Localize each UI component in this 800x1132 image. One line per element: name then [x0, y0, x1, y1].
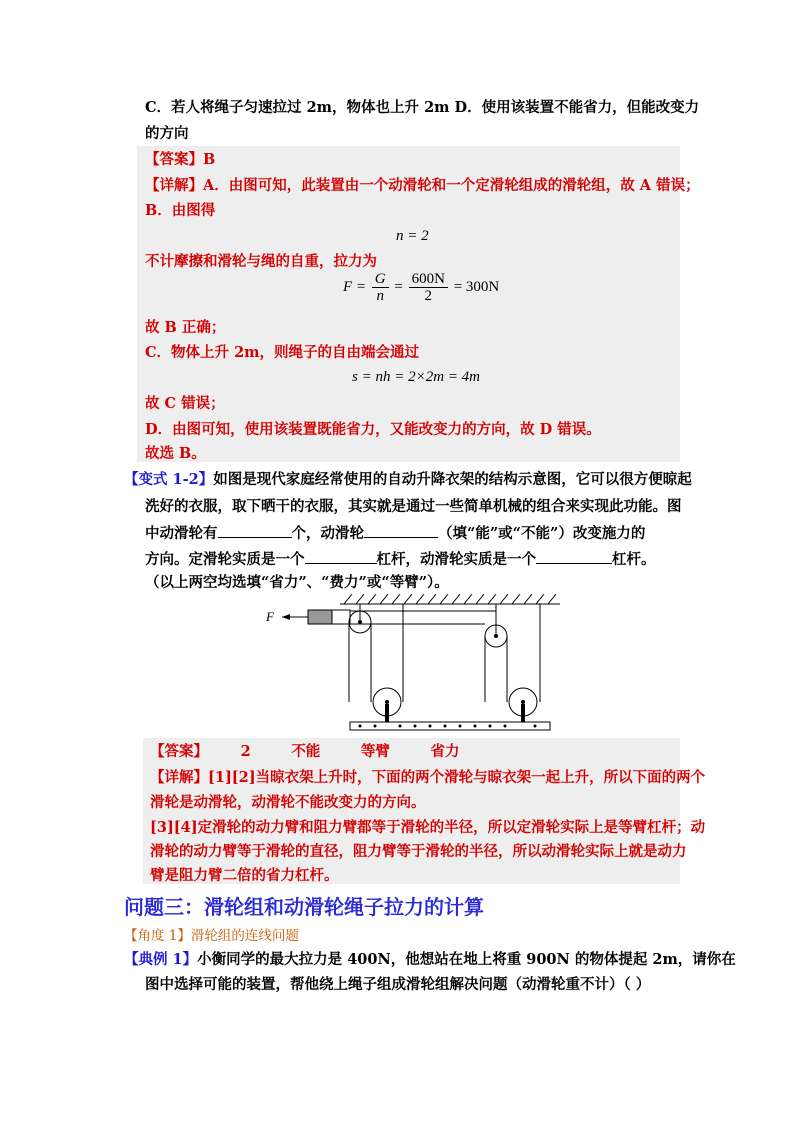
- answer-line: 【答案】B: [145, 151, 216, 168]
- detail-final: 故选 B。: [145, 445, 206, 462]
- detail-b-correct: 故 B 正确；: [145, 319, 226, 336]
- angle-line: 【角度 1】滑轮组的连线问题: [124, 928, 299, 944]
- equation-force: F = $\frac{G}{n}$ = $\frac{600N}{2}$ = 300N: [343, 271, 500, 304]
- force-label: F: [266, 609, 274, 624]
- variant-line-3: 中动滑轮有 个，动滑轮 （填“能”或“不能”）改变施力的: [145, 525, 646, 542]
- detail-2-line-1: 【详解】[1][2]当晾衣架上升时，下面的两个滑轮与晾衣架一起上升，所以下面的两个: [150, 769, 706, 786]
- detail-force-line: 不计摩擦和滑轮与绳的自重，拉力为: [145, 253, 377, 270]
- drying-rack: [350, 722, 550, 730]
- option-cd-cont: 的方向: [145, 125, 189, 142]
- blank-2: [364, 523, 438, 538]
- section-title: 问题三：滑轮组和动滑轮绳子拉力的计算: [124, 895, 484, 919]
- detail-2-line-2: 滑轮是动滑轮，动滑轮不能改变力的方向。: [150, 794, 426, 811]
- handle-block: [308, 610, 332, 624]
- ceiling-hatch: [340, 594, 560, 604]
- detail-2-line-5: 臂是阻力臂二倍的省力杠杆。: [150, 867, 339, 884]
- variant-line-4: 方向。定滑轮实质是一个 杠杆，动滑轮实质是一个 杠杆。: [145, 551, 656, 568]
- detail-2-line-4: 滑轮的动力臂等于滑轮的直径，阻力臂等于滑轮的半径，所以动滑轮实际上就是动力: [150, 843, 687, 860]
- blank-4: [536, 549, 612, 564]
- detail-line-c: C．物体上升 2m，则绳子的自由端会通过: [145, 344, 420, 361]
- blank-3: [305, 549, 377, 564]
- ropes: [349, 604, 540, 702]
- detail-line-d: D．由图可知，使用该装置既能省力，又能改变力的方向，故 D 错误。: [145, 421, 601, 438]
- detail-2-line-3: [3][4]定滑轮的动力臂和阻力臂都等于滑轮的半径，所以定滑轮实际上是等臂杠杆；动: [150, 819, 706, 836]
- variant-line-1: 【变式 1-2】如图是现代家庭经常使用的自动升降衣架的结构示意图，它可以很方便晾起: [124, 471, 692, 488]
- answer-line-2: 【答案】 2 不能 等臂 省力: [150, 743, 460, 760]
- equation-s: s = nh = 2×2m = 4m: [352, 369, 480, 385]
- detail-line-a: 【详解】A．由图可知，此装置由一个动滑轮和一个定滑轮组成的滑轮组，故 A 错误；: [145, 177, 700, 194]
- equation-n: n = 2: [396, 228, 429, 244]
- blank-1: [218, 523, 292, 538]
- detail-line-b: B．由图得: [145, 202, 216, 219]
- example-line-2: 图中选择可能的装置，帮他绕上绳子组成滑轮组解决问题（动滑轮重不计）（ ）: [145, 976, 651, 993]
- example-line-1: 【典例 1】小衡同学的最大拉力是 400N，他想站在地上将重 900N 的物体提起 2m，请你在: [124, 951, 736, 968]
- detail-c-wrong: 故 C 错误；: [145, 395, 225, 412]
- pulley-figure: [260, 590, 570, 735]
- option-cd: C．若人将绳子匀速拉过 2m，物体也上升 2m D．使用该装置不能省力，但能改变力: [145, 99, 700, 116]
- variant-line-5: （以上两空均选填“省力”、“费力”或“等臂”）。: [145, 574, 449, 591]
- variant-line-2: 洗好的衣服，取下晒干的衣服，其实就是通过一些简单机械的组合来实现此功能。图: [145, 498, 682, 515]
